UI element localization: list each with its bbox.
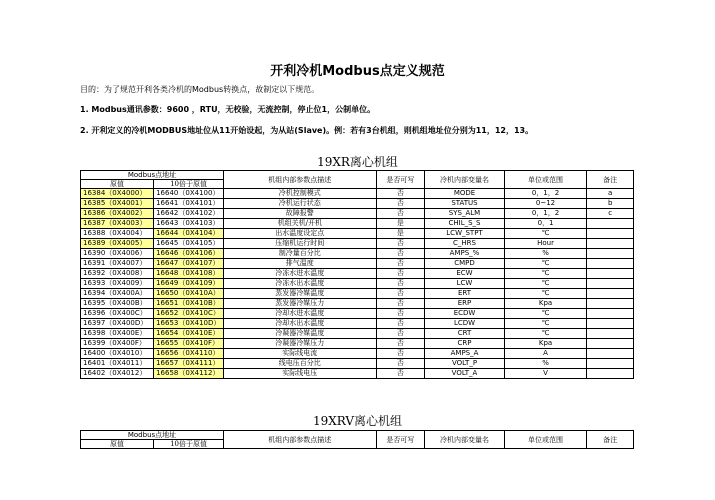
table-row [81, 329, 634, 339]
writable-cell: 否 [376, 239, 425, 249]
note-cell [587, 309, 634, 319]
table-row [81, 189, 634, 199]
rule-2-text: 2. 开利定义的冷机MODBUS地址位从11开始设起，为从站(Slave)。例：若有3台机组，则机组地址位分别为11，12，13。 [80, 126, 534, 135]
desc-cell: 冷凝器冷媒温度 [224, 329, 377, 339]
plus256-address-cell: 16647（0X4107） [154, 259, 224, 269]
desc-cell: 冷却水出水温度 [224, 319, 377, 329]
note-cell: c [587, 209, 634, 219]
table-row [81, 319, 634, 329]
plus256-address-cell: 16645（0X4105） [154, 239, 224, 249]
varname-cell: CRP [425, 339, 504, 349]
unit-cell: ℃ [504, 289, 587, 299]
table-row [81, 349, 634, 359]
note-cell [587, 289, 634, 299]
plus256-address-cell: 16652（0X410C） [154, 309, 224, 319]
plus256-address-cell: 16654（0X410E） [154, 329, 224, 339]
unit-cell: 0，1，2 [504, 209, 587, 219]
unit-cell: ℃ [504, 259, 587, 269]
note-cell: b [587, 199, 634, 209]
point-table-19xr [80, 170, 634, 379]
writable-header: 是否可写 [376, 171, 425, 189]
varname-cell: SYS_ALM [425, 209, 504, 219]
writable-cell: 否 [376, 369, 425, 379]
writable-cell: 否 [376, 289, 425, 299]
plus256-address-cell: 16649（0X4109） [154, 279, 224, 289]
note-cell [587, 349, 634, 359]
plus256-address-cell: 16655（0X410F） [154, 339, 224, 349]
writable-cell: 否 [376, 349, 425, 359]
writable-cell: 否 [376, 189, 425, 199]
desc-cell: 排气温度 [224, 259, 377, 269]
plus256-header: 10倍于原值 [154, 180, 224, 189]
unit-cell: ℃ [504, 329, 587, 339]
varname-cell: MODE [425, 189, 504, 199]
desc-header: 机组内部参数点描述 [224, 431, 377, 449]
plus256-address-cell: 16658（0X4112） [154, 369, 224, 379]
note-cell [587, 219, 634, 229]
varname-cell: LCW_STPT [425, 229, 504, 239]
desc-cell: 冷凝器冷媒压力 [224, 339, 377, 349]
origin-address-cell: 16394（0X400A） [81, 289, 154, 299]
writable-cell: 否 [376, 299, 425, 309]
desc-cell: 冷机控制模式 [224, 189, 377, 199]
desc-cell: 蒸发器冷媒压力 [224, 299, 377, 309]
origin-address-cell: 16388（0X4004） [81, 229, 154, 239]
table-row [81, 289, 634, 299]
plus256-address-cell: 16641（0X4101） [154, 199, 224, 209]
varname-cell: AMPS_A [425, 349, 504, 359]
unit-cell: ℃ [504, 279, 587, 289]
plus256-header: 10倍于原值 [154, 440, 224, 449]
origin-address-cell: 16400（0X4010） [81, 349, 154, 359]
section-2-title-text: 19XRV离心机组 [312, 414, 403, 428]
table-row [81, 209, 634, 219]
desc-cell: 冷冻水出水温度 [224, 279, 377, 289]
note-cell [587, 259, 634, 269]
desc-cell: 出水温度设定点 [224, 229, 377, 239]
plus256-address-cell: 16653（0X410D） [154, 319, 224, 329]
unit-cell: Hour [504, 239, 587, 249]
unit-cell: Kpa [504, 299, 587, 309]
varname-header: 冷机内部变量名 [425, 431, 504, 449]
table-row [81, 259, 634, 269]
varname-cell: ECW [425, 269, 504, 279]
desc-cell: 冷却水进水温度 [224, 309, 377, 319]
origin-address-cell: 16399（0X400F） [81, 339, 154, 349]
table-row [81, 219, 634, 229]
unit-cell: 0，1，2 [504, 189, 587, 199]
plus256-address-cell: 16648（0X4108） [154, 269, 224, 279]
origin-address-cell: 16387（0X4003） [81, 219, 154, 229]
writable-cell: 否 [376, 359, 425, 369]
modbus-addr-header: Modbus点地址 [81, 171, 224, 180]
origin-header: 原值 [81, 440, 154, 449]
unit-cell: 0，1 [504, 219, 587, 229]
writable-cell: 否 [376, 319, 425, 329]
plus256-address-cell: 16642（0X4102） [154, 209, 224, 219]
desc-cell: 冷冻水进水温度 [224, 269, 377, 279]
plus256-address-cell: 16644（0X4104） [154, 229, 224, 239]
document-title: 开利冷机Modbus点定义规范 [270, 64, 445, 79]
unit-cell: % [504, 359, 587, 369]
note-cell [587, 269, 634, 279]
plus256-address-cell: 16656（0X4110） [154, 349, 224, 359]
point-table-19xrv [80, 430, 634, 449]
plus256-address-cell: 16657（0X4111） [154, 359, 224, 369]
unit-cell: V [504, 369, 587, 379]
rule-1-text: 1. Modbus通讯参数：9600 ，RTU，无校验，无流控制，停止位1，公制单位。 [80, 105, 376, 114]
writable-cell: 否 [376, 259, 425, 269]
note-cell [587, 319, 634, 329]
varname-cell: CMPD [425, 259, 504, 269]
note-cell [587, 239, 634, 249]
desc-cell: 实际线电压 [224, 369, 377, 379]
origin-address-cell: 16402（0X4012） [81, 369, 154, 379]
desc-cell: 压缩机运行时间 [224, 239, 377, 249]
unit-cell: ℃ [504, 319, 587, 329]
origin-address-cell: 16398（0X400E） [81, 329, 154, 339]
note-header: 备注 [587, 171, 634, 189]
unit-cell: ℃ [504, 309, 587, 319]
desc-cell: 蒸发器冷媒温度 [224, 289, 377, 299]
plus256-address-cell: 16640（0X4100） [154, 189, 224, 199]
desc-cell: 机组关机/开机 [224, 219, 377, 229]
varname-cell: LCDW [425, 319, 504, 329]
table-row [81, 369, 634, 379]
note-cell [587, 369, 634, 379]
note-cell [587, 359, 634, 369]
section-1-title: 19XR离心机组 [317, 155, 398, 169]
writable-cell: 否 [376, 279, 425, 289]
desc-cell: 故障报警 [224, 209, 377, 219]
origin-address-cell: 16401（0X4011） [81, 359, 154, 369]
unit-cell: Kpa [504, 339, 587, 349]
writable-cell: 是 [376, 229, 425, 239]
origin-address-cell: 16390（0X4006） [81, 249, 154, 259]
origin-address-cell: 16392（0X4008） [81, 269, 154, 279]
note-cell [587, 229, 634, 239]
varname-cell: CRT [425, 329, 504, 339]
varname-cell: STATUS [425, 199, 504, 209]
writable-cell: 否 [376, 309, 425, 319]
origin-address-cell: 16385（0X4001） [81, 199, 154, 209]
modbus-addr-header: Modbus点地址 [81, 431, 224, 440]
varname-cell: CHIL_S_S [425, 219, 504, 229]
table-row [81, 309, 634, 319]
plus256-address-cell: 16651（0X410B） [154, 299, 224, 309]
unit-header: 单位或范围 [504, 171, 587, 189]
table-row [81, 359, 634, 369]
note-cell: a [587, 189, 634, 199]
note-cell [587, 299, 634, 309]
writable-cell: 否 [376, 339, 425, 349]
plus256-address-cell: 16646（0X4106） [154, 249, 224, 259]
varname-cell: ERP [425, 299, 504, 309]
origin-address-cell: 16384（0X4000） [81, 189, 154, 199]
table-row [81, 299, 634, 309]
table-row [81, 249, 634, 259]
unit-cell: ℃ [504, 229, 587, 239]
writable-cell: 否 [376, 329, 425, 339]
origin-address-cell: 16397（0X400D） [81, 319, 154, 329]
unit-cell: A [504, 349, 587, 359]
note-cell [587, 339, 634, 349]
desc-cell: 冷机运行状态 [224, 199, 377, 209]
desc-header: 机组内部参数点描述 [224, 171, 377, 189]
unit-cell: % [504, 249, 587, 259]
writable-cell: 否 [376, 249, 425, 259]
purpose-text: 目的：为了规范开利各类冷机的Modbus转换点，故制定以下规范。 [80, 85, 320, 94]
writable-header: 是否可写 [376, 431, 425, 449]
note-header: 备注 [587, 431, 634, 449]
table-row [81, 229, 634, 239]
varname-cell: C_HRS [425, 239, 504, 249]
varname-cell: ECDW [425, 309, 504, 319]
unit-cell: ℃ [504, 269, 587, 279]
origin-address-cell: 16391（0X4007） [81, 259, 154, 269]
varname-cell: VOLT_A [425, 369, 504, 379]
origin-address-cell: 16386（0X4002） [81, 209, 154, 219]
note-cell [587, 329, 634, 339]
origin-header: 原值 [81, 180, 154, 189]
writable-cell: 否 [376, 269, 425, 279]
plus256-address-cell: 16643（0X4103） [154, 219, 224, 229]
varname-cell: LCW [425, 279, 504, 289]
writable-cell: 否 [376, 209, 425, 219]
table-row [81, 199, 634, 209]
note-cell [587, 279, 634, 289]
origin-address-cell: 16389（0X4005） [81, 239, 154, 249]
desc-cell: 制冷量百分比 [224, 249, 377, 259]
varname-cell: VOLT_P [425, 359, 504, 369]
varname-cell: ERT [425, 289, 504, 299]
unit-cell: 0~12 [504, 199, 587, 209]
desc-cell: 线电压百分比 [224, 359, 377, 369]
varname-header: 冷机内部变量名 [425, 171, 504, 189]
unit-header: 单位或范围 [504, 431, 587, 449]
origin-address-cell: 16396（0X400C） [81, 309, 154, 319]
table-row [81, 339, 634, 349]
varname-cell: AMPS_% [425, 249, 504, 259]
origin-address-cell: 16393（0X4009） [81, 279, 154, 289]
note-cell [587, 249, 634, 259]
writable-cell: 否 [376, 199, 425, 209]
writable-cell: 是 [376, 219, 425, 229]
plus256-address-cell: 16650（0X410A） [154, 289, 224, 299]
desc-cell: 实际线电流 [224, 349, 377, 359]
table-row [81, 279, 634, 289]
origin-address-cell: 16395（0X400B） [81, 299, 154, 309]
table-row [81, 239, 634, 249]
table-row [81, 269, 634, 279]
